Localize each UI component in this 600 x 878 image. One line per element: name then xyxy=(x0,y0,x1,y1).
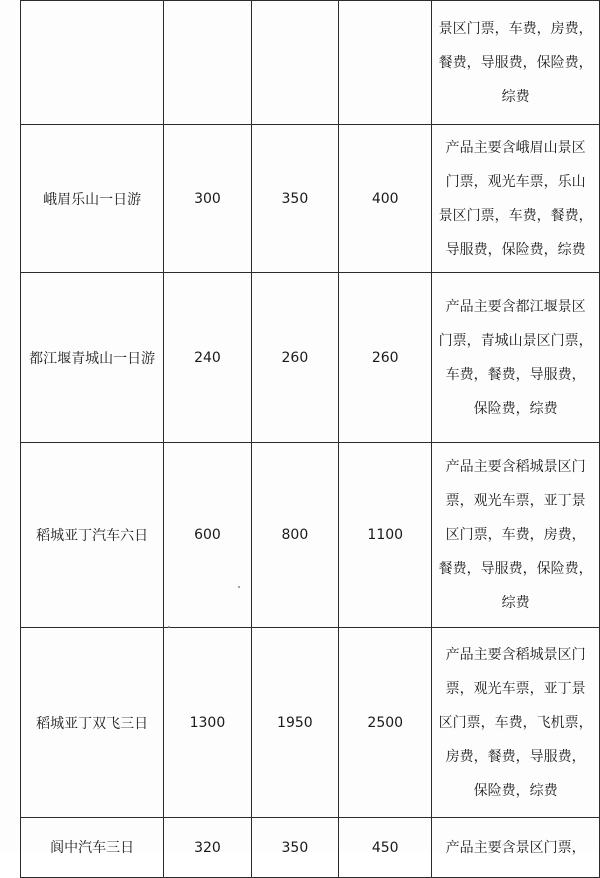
description-cell xyxy=(432,818,600,878)
description-cell xyxy=(432,628,600,818)
route-name-text: 阆中汽车三日 xyxy=(50,839,135,856)
description-cell xyxy=(432,1,600,125)
price-cell-1: 240 xyxy=(164,273,251,443)
description-line: 产品主要含稻城景区门 xyxy=(445,646,586,663)
route-name-cell xyxy=(21,1,164,125)
price-cell-2: 1950 xyxy=(251,628,338,818)
price-cell-1: 1300 xyxy=(164,628,251,818)
price-text: 320 xyxy=(194,839,221,856)
table-row xyxy=(21,1,600,125)
price-cell-3: 400 xyxy=(339,125,432,273)
price-cell-2: 260 xyxy=(251,273,338,443)
description-line: 导服费，保险费，综费 xyxy=(445,241,586,258)
price-cell-1: 300 xyxy=(164,125,251,273)
description-line: 区门票，车费，房费， xyxy=(445,527,586,543)
description-line: 保险费，综费 xyxy=(473,400,558,417)
price-cell-1: 600 xyxy=(164,443,251,628)
route-name-cell xyxy=(21,818,164,878)
description-line: 产品主要含稻城景区门 xyxy=(445,459,586,475)
price-cell-2 xyxy=(251,818,338,878)
description-line: 区门票，车费，飞机票， xyxy=(438,714,593,731)
price-cell-1 xyxy=(164,1,251,125)
description-line: 产品主要含峨眉山景区 xyxy=(445,139,586,156)
price-cell-3 xyxy=(339,818,432,878)
description-line: 综费 xyxy=(501,595,530,611)
table-row xyxy=(21,443,600,628)
price-table xyxy=(20,0,600,878)
table-row xyxy=(21,125,600,273)
price-cell-2 xyxy=(251,1,338,125)
route-name-cell: 峨眉乐山一日游 xyxy=(21,125,164,273)
price-text: 350 xyxy=(281,839,309,856)
description-cell xyxy=(432,443,600,628)
price-cell-3: 2500 xyxy=(339,628,432,818)
description-line: 综费 xyxy=(501,88,530,105)
route-name-cell: 稻城亚丁双飞三日 xyxy=(21,628,164,818)
description-line: 餐费，导服费，保险费， xyxy=(438,561,593,577)
description-cell xyxy=(432,273,600,443)
scan-speck xyxy=(238,586,240,588)
description-line: 产品主要含景区门票， xyxy=(445,839,586,856)
description-line: 票，观光车票，亚丁景 xyxy=(445,680,586,697)
route-name-cell: 稻城亚丁汽车六日 xyxy=(21,443,164,628)
price-cell-3: 1100 xyxy=(339,443,432,628)
description-line: 票，观光车票，亚丁景 xyxy=(445,493,586,509)
price-cell-2: 800 xyxy=(251,443,338,628)
scan-speck xyxy=(168,626,170,628)
route-name-cell: 都江堰青城山一日游 xyxy=(21,273,164,443)
description-line: 门票，青城山景区门票， xyxy=(438,332,593,349)
description-line: 保险费，综费 xyxy=(473,782,558,799)
description-line: 车费，餐费，导服费， xyxy=(445,366,586,383)
price-cell-1 xyxy=(164,818,251,878)
price-cell-3 xyxy=(339,1,432,125)
description-line: 产品主要含都江堰景区 xyxy=(445,298,586,315)
description-line: 餐费，导服费，保险费， xyxy=(438,54,593,71)
price-text: 450 xyxy=(371,839,399,856)
description-line: 房费，餐费，导服费， xyxy=(445,748,586,765)
description-line: 门票，观光车票，乐山 xyxy=(445,173,586,190)
price-cell-3: 260 xyxy=(339,273,432,443)
description-cell xyxy=(432,125,600,273)
description-line: 景区门票，车费，餐费， xyxy=(438,207,593,224)
table-row xyxy=(21,273,600,443)
price-cell-2: 350 xyxy=(251,125,338,273)
table-row xyxy=(21,818,600,878)
description-line: 景区门票，车费，房费， xyxy=(438,20,593,37)
table-row xyxy=(21,628,600,818)
